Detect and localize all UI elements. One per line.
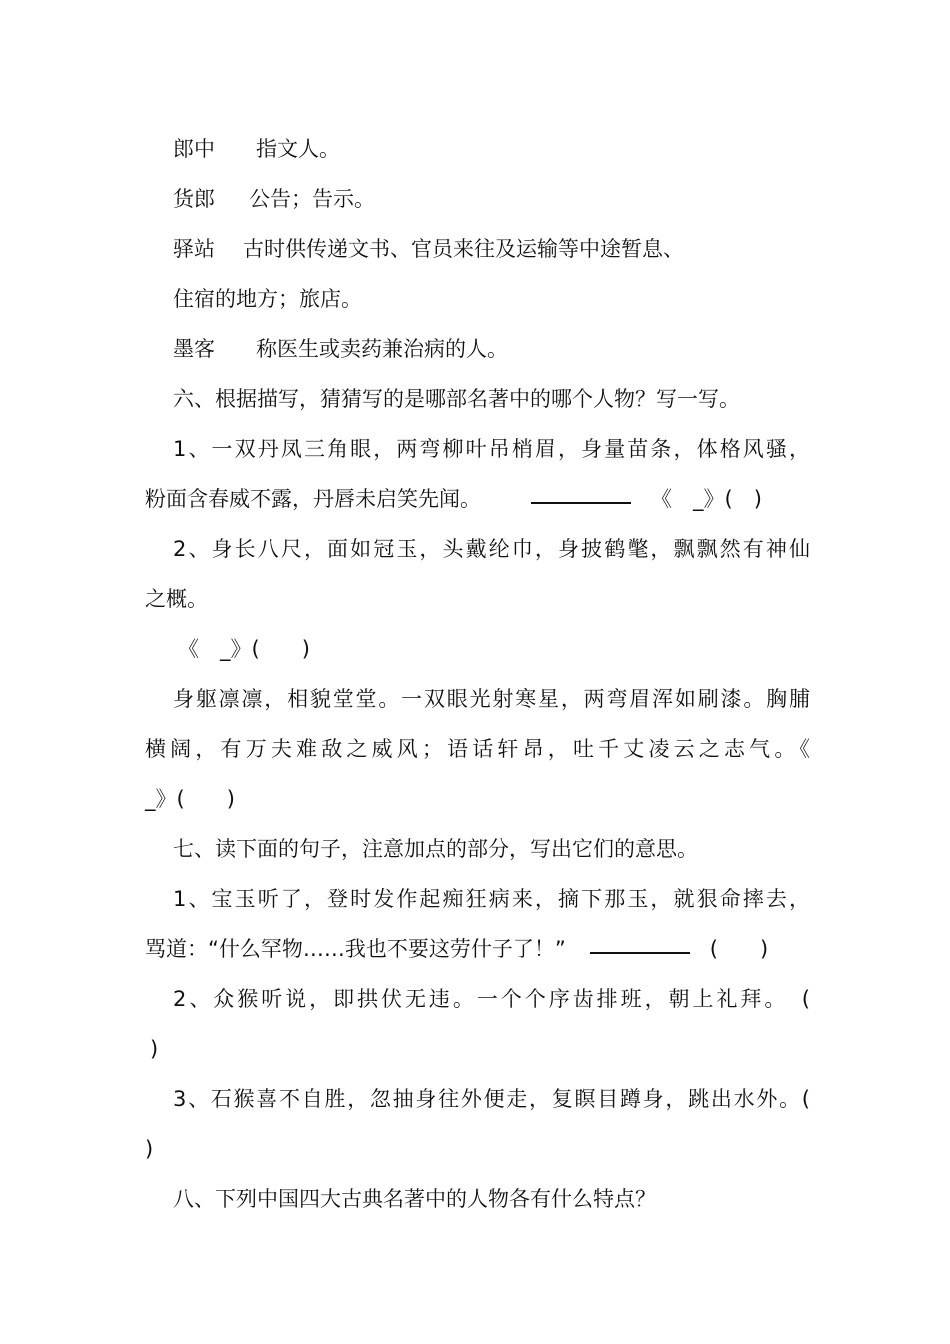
question-text: 骂道：“什么罕物……我也不要这劳什子了！” bbox=[145, 937, 566, 961]
vocab-row bbox=[173, 134, 810, 164]
answer-brackets: ( ) bbox=[709, 937, 769, 961]
section6-q2-line1: 2、身长八尺，面如冠玉，头戴纶巾，身披鹤氅，飘飘然有神仙 bbox=[173, 537, 810, 561]
vocab-meaning: 古时供传递文书、官员来往及运输等中途暂息、 bbox=[243, 237, 684, 261]
vocab-meaning: 称医生或卖药兼治病的人。 bbox=[256, 337, 508, 361]
section6-q3-line3: _》( ) bbox=[145, 787, 235, 811]
section7-q2-line2: ) bbox=[150, 1037, 159, 1061]
vocab-word: 货郎 bbox=[173, 187, 215, 211]
section8-heading: 八、下列中国四大古典名著中的人物各有什么特点？ bbox=[173, 1187, 656, 1211]
section6-q3-line1: 身躯凛凛，相貌堂堂。一双眼光射寒星，两弯眉浑如刷漆。胸脯 bbox=[173, 687, 810, 711]
vocab-meaning: 住宿的地方；旅店。 bbox=[173, 287, 362, 311]
section6-heading: 六、根据描写，猜猜写的是哪部名著中的哪个人物？写一写。 bbox=[173, 387, 740, 411]
section6-q2-answer: 《 _》( ) bbox=[178, 637, 310, 661]
section7-q1-line1: 1、宝玉听了，登时发作起痴狂病来，摘下那玉，就狠命摔去， bbox=[173, 887, 810, 911]
vocab-row bbox=[173, 234, 810, 264]
vocab-word: 墨客 bbox=[173, 337, 215, 361]
section6-q3-line2: 横阔，有万夫难敌之威风；语话轩昂，吐千丈凌云之志气。《 bbox=[145, 737, 810, 761]
section7-q3-line2: ) bbox=[145, 1137, 154, 1161]
question-text: 粉面含春威不露，丹唇未启笑先闻。 bbox=[145, 487, 481, 511]
answer-brackets: 《 _》( ) bbox=[651, 487, 762, 511]
vocab-meaning: 指文人。 bbox=[256, 137, 340, 161]
answer-blank[interactable] bbox=[590, 952, 690, 954]
vocab-row bbox=[173, 184, 810, 214]
section7-q3-line1: 3、石猴喜不自胜，忽抽身往外便走，复瞑目蹲身，跳出水外。( bbox=[173, 1087, 810, 1111]
section6-q2-line2: 之概。 bbox=[145, 587, 208, 611]
vocab-meaning: 公告；告示。 bbox=[249, 187, 375, 211]
section6-q1-line2 bbox=[145, 484, 810, 514]
vocab-continuation bbox=[173, 284, 810, 314]
section7-heading: 七、读下面的句子，注意加点的部分，写出它们的意思。 bbox=[173, 837, 698, 861]
section6-q1-line1: 1、一双丹凤三角眼，两弯柳叶吊梢眉，身量苗条，体格风骚， bbox=[173, 437, 810, 461]
vocab-word: 郎中 bbox=[173, 137, 215, 161]
vocab-word: 驿站 bbox=[173, 237, 215, 261]
section7-q2-line1: 2、众猴听说，即拱伏无违。一个个序齿排班，朝上礼拜。 ( bbox=[173, 987, 810, 1011]
answer-blank[interactable] bbox=[531, 502, 631, 504]
vocab-row bbox=[173, 334, 810, 364]
section7-q1-line2 bbox=[145, 934, 810, 964]
